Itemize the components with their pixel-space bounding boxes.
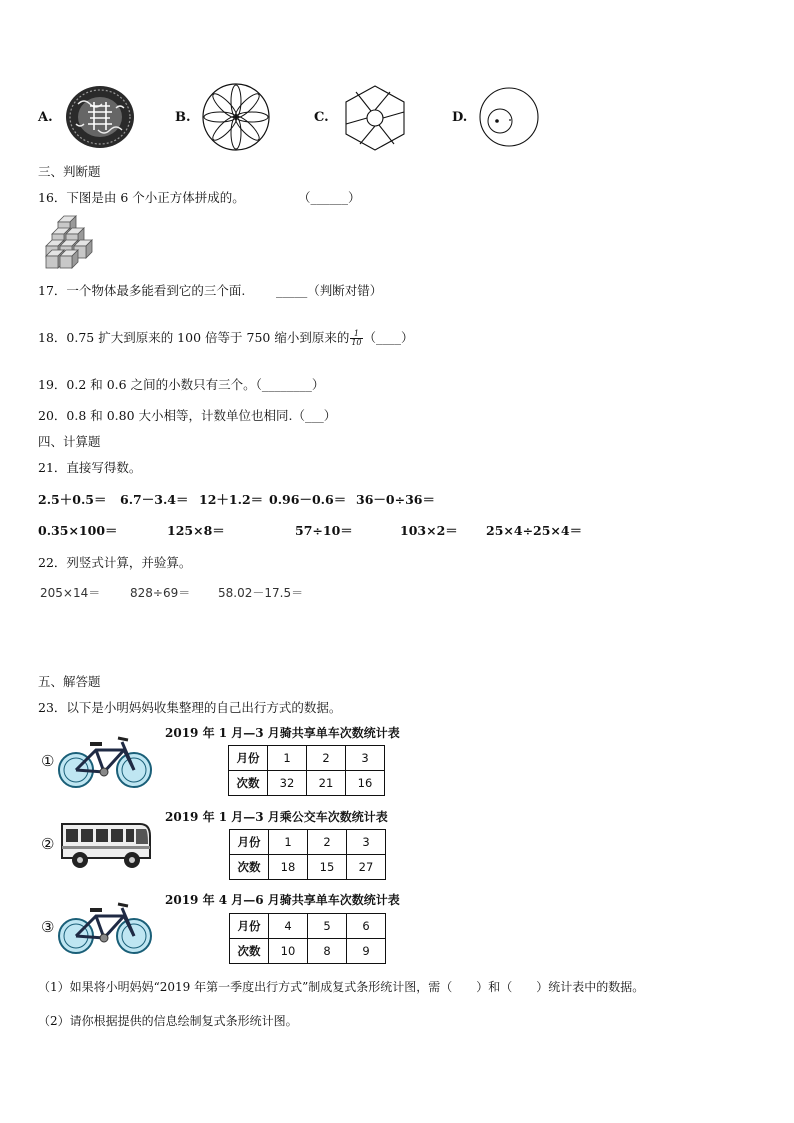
circle-with-point-icon [476, 86, 542, 148]
table-cell: 3 [346, 746, 385, 771]
calc-item: 36－0÷36＝ [356, 492, 435, 507]
option-b-label: B. [175, 110, 191, 125]
table-2-caption: 2019 年 1 月—3 月乘公交车次数统计表 [165, 810, 388, 824]
table-cell: 月份 [230, 914, 269, 939]
table-1-caption: 2019 年 1 月—3 月骑共享单车次数统计表 [165, 726, 400, 740]
option-a-label: A. [38, 110, 53, 125]
question-16-answer-blank[interactable]: （______） [298, 190, 361, 205]
calc-item: 0.35×100＝ [38, 523, 118, 538]
table-cell: 9 [347, 939, 386, 964]
stat-table-2 [229, 829, 386, 880]
question-19: 19．0.2 和 0.6 之间的小数只有三个。（________） [38, 377, 325, 392]
vertical-calc-item: 58.02－17.5＝ [218, 586, 304, 600]
table-row [229, 746, 385, 771]
table-cell: 月份 [230, 830, 269, 855]
vertical-calc-item: 828÷69＝ [130, 586, 191, 600]
calc-item: 6.7－3.4＝ [120, 492, 189, 507]
stacked-cubes-icon [44, 214, 100, 270]
question-22: 22．列竖式计算，并验算。 [38, 555, 192, 570]
section-4-title: 四、计算题 [38, 434, 101, 449]
bicycle-icon [56, 894, 154, 958]
table-3-marker: ③ [41, 918, 55, 936]
bicycle-icon [56, 728, 154, 792]
table-cell: 3 [347, 830, 386, 855]
option-d-label: D. [452, 110, 468, 125]
table-cell: 27 [347, 855, 386, 880]
calc-item: 0.96－0.6＝ [269, 492, 347, 507]
calc-item: 57÷10＝ [295, 523, 353, 538]
pinwheel-hexagon-icon [338, 82, 412, 154]
question-21: 21．直接写得数。 [38, 460, 142, 475]
table-cell: 2 [308, 830, 347, 855]
table-cell: 1 [269, 830, 308, 855]
table-cell: 1 [268, 746, 307, 771]
question-16: 16．下图是由 6 个小正方体拼成的。 [38, 190, 245, 205]
sub-question-2: （2）请你根据提供的信息绘制复式条形统计图。 [38, 1014, 298, 1028]
table-cell: 32 [268, 771, 307, 796]
table-cell: 16 [346, 771, 385, 796]
question-23: 23．以下是小明妈妈收集整理的自己出行方式的数据。 [38, 700, 342, 715]
table-cell: 次数 [230, 939, 269, 964]
flower-rosette-circle-icon [200, 82, 272, 152]
fraction-one-tenth: $\frac{1}{10}$ [351, 329, 362, 347]
bus-icon [56, 818, 154, 872]
question-18-text: 18．0.75 扩大到原来的 100 倍等于 750 缩小到原来的 [38, 330, 350, 345]
section-5-title: 五、解答题 [38, 674, 101, 689]
table-cell: 5 [308, 914, 347, 939]
question-18-answer-blank[interactable]: （____） [363, 330, 414, 345]
table-cell: 10 [269, 939, 308, 964]
question-20: 20．0.8 和 0.80 大小相等，计数单位也相同.（___） [38, 408, 337, 423]
option-c-label: C. [314, 110, 329, 125]
calc-item: 25×4÷25×4＝ [486, 523, 583, 538]
question-17: 17．一个物体最多能看到它的三个面. [38, 283, 246, 298]
stat-table-1 [228, 745, 385, 796]
table-row [229, 771, 385, 796]
question-18 [38, 328, 414, 347]
section-3-title: 三、判断题 [38, 164, 101, 179]
table-cell: 21 [307, 771, 346, 796]
table-cell: 4 [269, 914, 308, 939]
table-row [230, 939, 386, 964]
calc-item: 103×2＝ [400, 523, 458, 538]
sub-question-1: （1）如果将小明妈妈“2019 年第一季度出行方式”制成复式条形统计图，需（ ）和（ ）统计表中的数据。 [38, 980, 645, 994]
table-row [230, 855, 386, 880]
table-2-marker: ② [41, 835, 55, 853]
table-cell: 次数 [229, 771, 268, 796]
calc-item: 2.5＋0.5＝ [38, 492, 107, 507]
vertical-calc-item: 205×14＝ [40, 586, 101, 600]
table-row [230, 830, 386, 855]
table-cell: 18 [269, 855, 308, 880]
table-row [230, 914, 386, 939]
table-cell: 8 [308, 939, 347, 964]
table-cell: 月份 [229, 746, 268, 771]
table-cell: 15 [308, 855, 347, 880]
table-cell: 次数 [230, 855, 269, 880]
table-cell: 2 [307, 746, 346, 771]
calc-item: 12＋1.2＝ [199, 492, 264, 507]
question-17-answer-blank[interactable]: _____（判断对错） [276, 283, 383, 298]
table-cell: 6 [347, 914, 386, 939]
table-3-caption: 2019 年 4 月—6 月骑共享单车次数统计表 [165, 893, 400, 907]
double-happiness-emblem-icon [64, 84, 136, 150]
calc-item: 125×8＝ [167, 523, 225, 538]
table-1-marker: ① [41, 752, 55, 770]
stat-table-3 [229, 913, 386, 964]
